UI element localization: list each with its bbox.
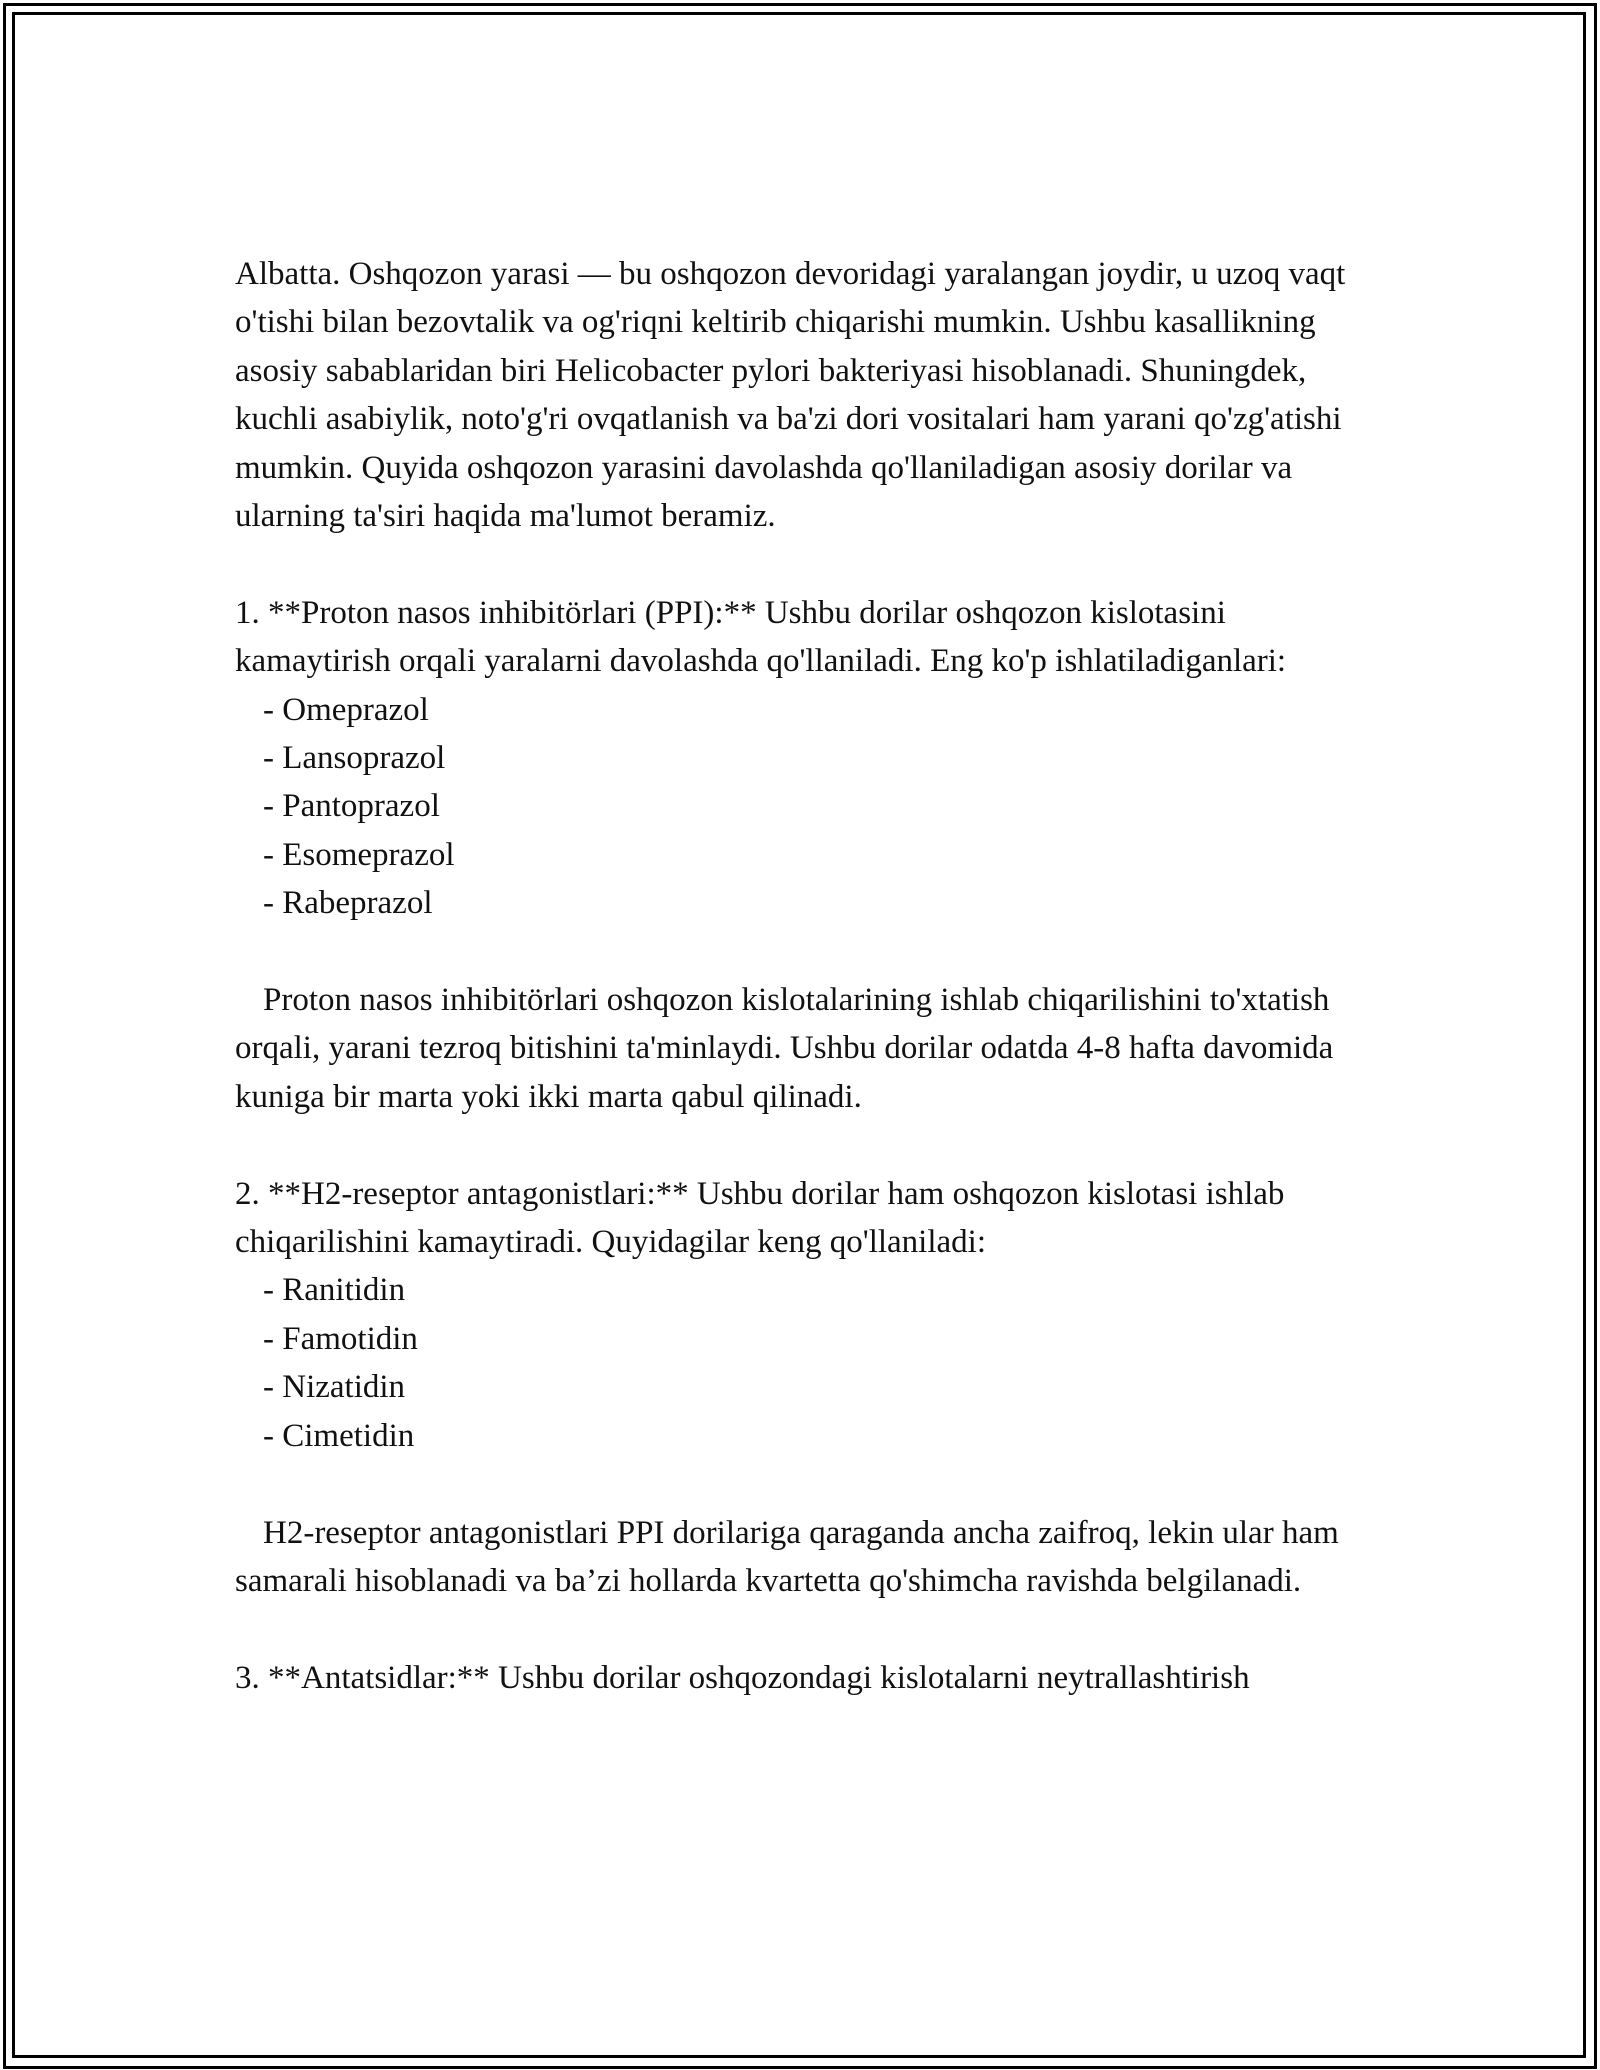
intro-paragraph: Albatta. Oshqozon yarasi — bu oshqozon devoridagi yaralangan joydir, u uzoq vaqt o'tishi bilan bezovtalik va og'riqni keltirib chiqarishi mumkin. Ushbu kasallikning asosiy sabablaridan biri Helicobacter pylori bakteriyasi hisoblanadi. Shuningdek, kuchli asabiylik, noto'g'ri ovqatlanish va ba'zi dori vositalari ham yarani qo'zg'atishi mumkin. Quyida oshqozon yarasini davolashda qo'llaniladigan asosiy dorilar va ularning ta'siri haqida ma'lumot beramiz.	[235, 256, 1346, 535]
list-item: - Pantoprazol	[263, 788, 440, 825]
list-item: - Famotidin	[263, 1320, 418, 1357]
section-1-note: Proton nasos inhibitörlari oshqozon kislotalarining ishlab chiqarilishini to'xtatish orqali, yarani tezroq bitishini ta'minlaydi. Ushbu dorilar odatda 4-8 hafta davomida kuniga bir marta yoki ikki marta qabul qilinadi.	[235, 982, 1334, 1115]
section-1-list	[235, 686, 1385, 928]
list-item: - Omeprazol	[263, 691, 429, 728]
section-2-heading: 2. **H2-reseptor antagonistlari:** Ushbu dorilar ham oshqozon kislotasi ishlab chiqarilishini kamaytiradi. Quyidagilar keng qo'llaniladi:	[235, 1175, 1285, 1261]
section-2-list	[235, 1266, 1385, 1460]
list-item: - Lansoprazol	[263, 740, 446, 777]
section-3-heading: 3. **Antatsidlar:** Ushbu dorilar oshqozondagi kislotalarni neytrallashtirish	[235, 1659, 1250, 1696]
list-item: - Rabeprazol	[263, 885, 433, 922]
section-1-heading: 1. **Proton nasos inhibitörlari (PPI):** Ushbu dorilar oshqozon kislotasini kamaytirish orqali yaralarni davolashda qo'llaniladi. Eng ko'p ishlatiladiganlari:	[235, 594, 1287, 680]
list-item: - Cimetidin	[263, 1417, 415, 1454]
document-body	[235, 250, 1385, 1702]
list-item: - Ranitidin	[263, 1272, 406, 1309]
list-item: - Nizatidin	[263, 1369, 406, 1406]
section-2-note: H2-reseptor antagonistlari PPI dorilariga qaraganda ancha zaifroq, lekin ular ham samarali hisoblanadi va ba’zi hollarda kvartetta qo'shimcha ravishda belgilanadi.	[235, 1514, 1339, 1599]
list-item: - Esomeprazol	[263, 836, 455, 873]
